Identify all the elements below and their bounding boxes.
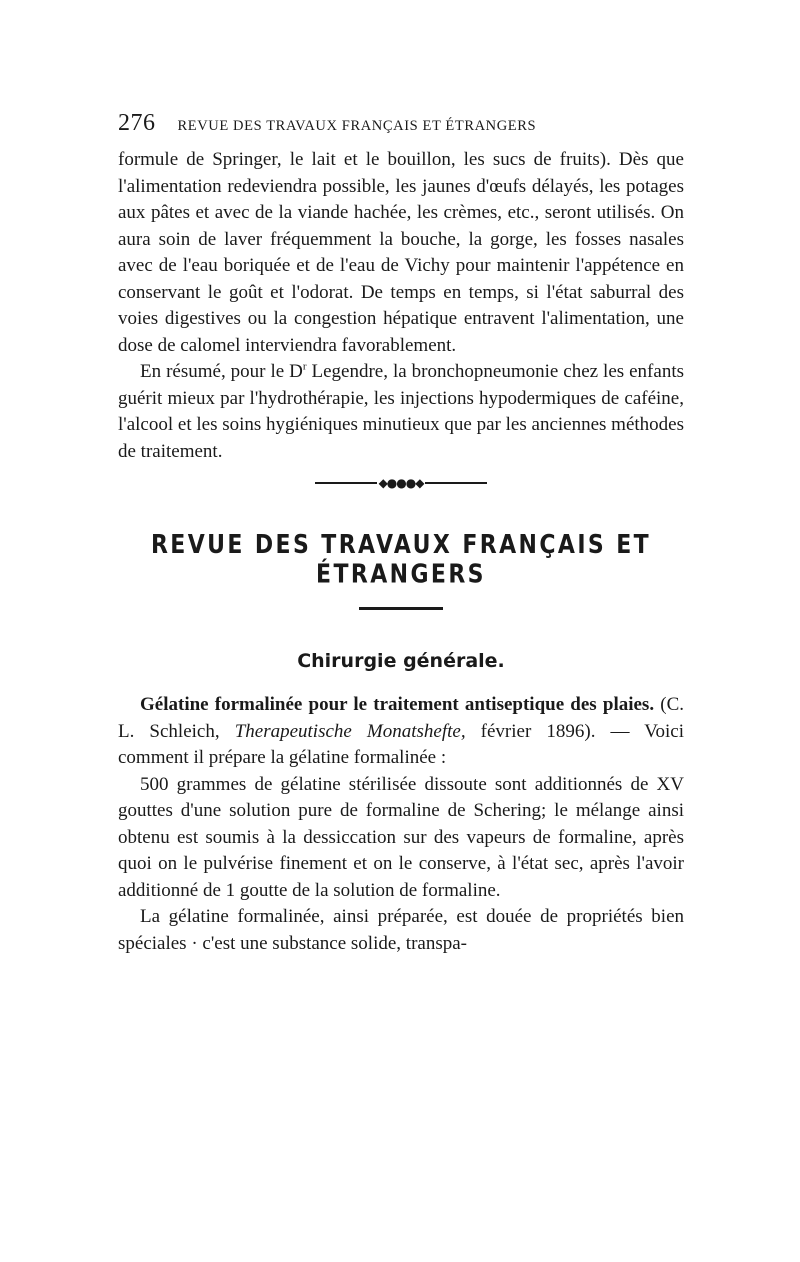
para2-text-end: Legendre, la bronchopneumonie chez les enfants guérit mieux par l'hydrothérapie, les injections hypodermiques de caféine, l'alcool et les soins hygiéniques minutieux que par les anciennes méthodes de traitement. [118,361,684,462]
article-title: Gélatine formalinée pour le traitement antiseptique des plaies. [140,694,655,715]
article-citation [118,692,684,772]
ornament-line-right [425,482,487,484]
para2-text-start: En résumé, pour le D [140,361,303,382]
article-paragraph-2: La gélatine formalinée, ainsi préparée, est douée de propriétés bien spéciales · c'est une substance solide, transpa- [118,906,684,954]
document-page [118,110,684,957]
subsection-title: Chirurgie générale. [297,650,505,672]
citation-rest: février 1896). — Voici comment il prépare la gélatine formalinée : [118,720,685,768]
article-author: (C. L. Schleich, [118,694,684,742]
section-title: REVUE DES TRAVAUX FRANÇAIS ET ÉTRANGERS [150,530,652,590]
doctor-superscript: r [302,360,307,373]
body-paragraph-1: formule de Springer, le lait et le bouillon, les sucs de fruits). Dès que l'alimentation redeviendra possible, les jaunes d'œufs délayés, les potages aux pâtes et avec de la viande hachée, les crèmes, etc., seront utilisés. On aura soin de laver fréquemment la bouche, la gorge, les fosses nasales avec de l'eau boriquée et de l'eau de Vichy pour maintenir l'appétence en conservant le goût et l'odorat. De temps en temps, si l'état saburral des voies digestives ou la congestion hépatique entravent l'alimentation, une dose de calomel interviendra favorablement. [118,149,684,356]
body-paragraph-2 [118,359,684,465]
article-paragraph-1: 500 grammes de gélatine stérilisée dissoute sont additionnés de XV gouttes d'une solution pure de formaline de Schering; le mélange ainsi obtenu est soumis à la dessiccation sur des vapeurs de formaline, après quoi on le pulvérise finement et on le conserve, à l'état sec, après l'avoir additionné de 1 goutte de la solution de formaline. [118,773,684,901]
ornament-center: ◆●●●◆ [378,476,424,490]
page-number: 276 [118,110,156,136]
ornament-divider [118,473,684,493]
ornament-line-left [315,482,377,484]
section-rule [359,607,443,610]
running-title: REVUE DES TRAVAUX FRANÇAIS ET ÉTRANGERS [177,118,537,134]
journal-name: Therapeutische Monatshefte, [234,720,466,742]
running-header [118,110,684,137]
